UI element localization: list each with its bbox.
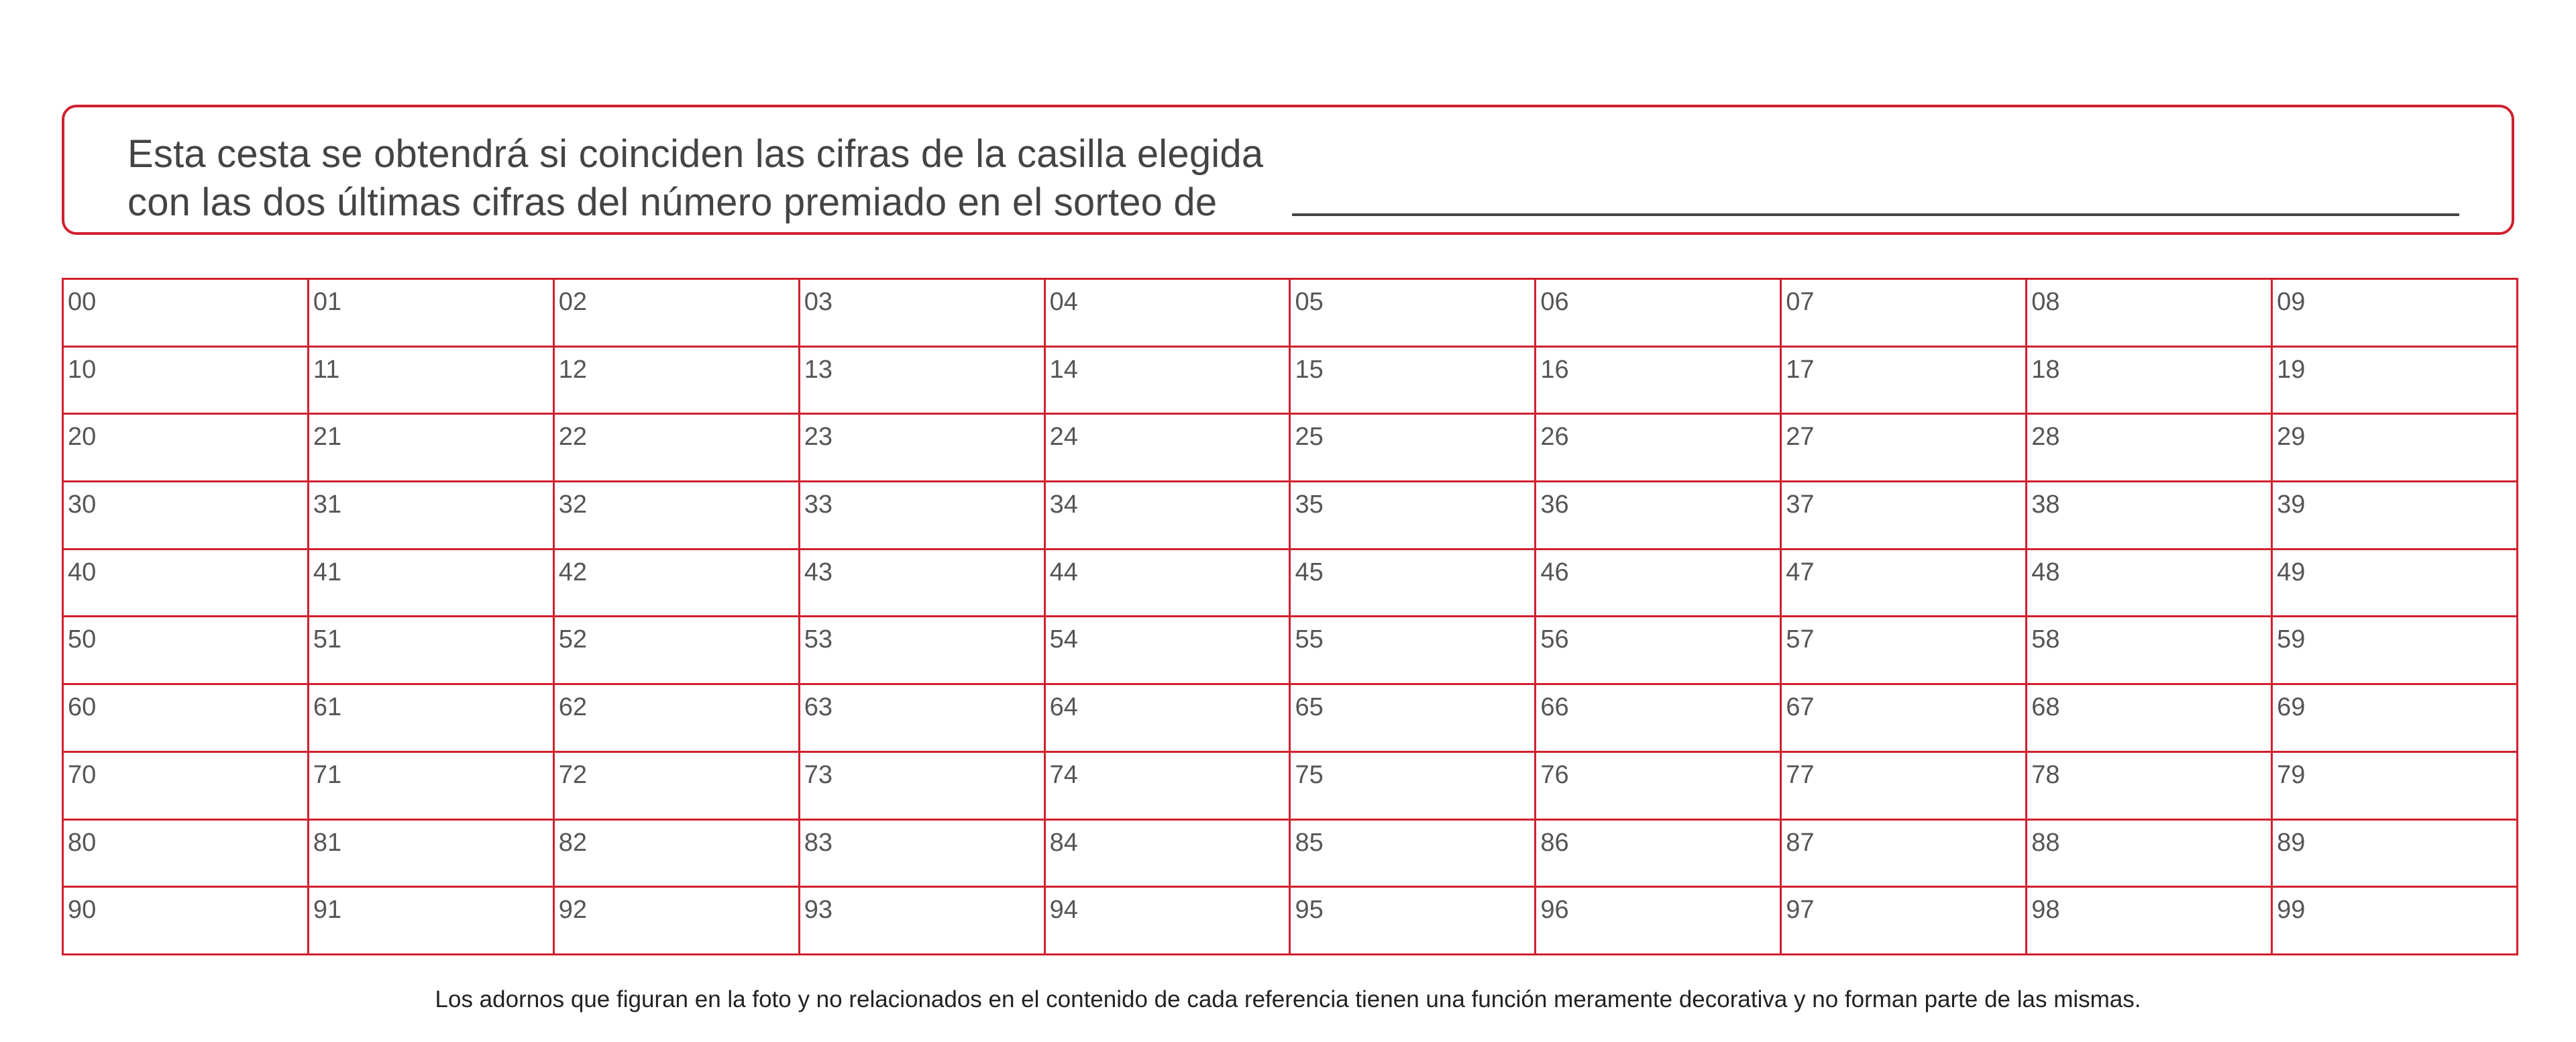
number-cell[interactable]	[555, 550, 800, 618]
number-cell[interactable]	[555, 280, 800, 348]
number-cell[interactable]	[1291, 821, 1536, 888]
number-cell[interactable]	[555, 617, 800, 685]
number-cell[interactable]	[800, 280, 1046, 348]
prize-info-line-1: Esta cesta se obtendrá si coinciden las cifras de la casilla elegida	[127, 132, 1264, 176]
number-cell[interactable]	[1046, 348, 1291, 415]
number-cell[interactable]	[2027, 685, 2273, 753]
number-cell-label: 14	[1049, 355, 1078, 384]
prize-info-box	[62, 105, 2514, 235]
number-cell[interactable]	[64, 888, 309, 955]
number-cell-label: 23	[804, 423, 833, 452]
number-cell[interactable]	[1291, 685, 1536, 753]
number-cell-label: 13	[804, 355, 833, 384]
number-cell[interactable]	[64, 482, 309, 550]
number-cell[interactable]	[64, 415, 309, 482]
number-cell[interactable]	[2273, 821, 2518, 888]
number-cell-label: 02	[558, 288, 588, 316]
number-cell-label: 40	[68, 558, 97, 586]
number-cell-label: 43	[804, 558, 833, 586]
number-cell[interactable]	[1046, 821, 1291, 888]
number-cell[interactable]	[555, 821, 800, 888]
number-cell[interactable]	[1046, 617, 1291, 685]
number-cell-label: 18	[2031, 355, 2060, 384]
number-cell-label: 01	[313, 288, 342, 316]
number-cell[interactable]	[309, 617, 555, 685]
number-cell[interactable]	[800, 550, 1046, 618]
number-cell[interactable]	[800, 348, 1046, 415]
number-cell-label: 09	[2277, 288, 2306, 316]
number-cell-label: 93	[804, 896, 833, 925]
number-cell[interactable]	[1291, 482, 1536, 550]
number-cell[interactable]	[1046, 280, 1291, 348]
number-cell[interactable]	[1536, 482, 1782, 550]
number-cell-label: 81	[313, 828, 342, 857]
number-cell[interactable]	[555, 888, 800, 955]
number-cell[interactable]	[2027, 280, 2273, 348]
number-cell[interactable]	[309, 415, 555, 482]
number-cell-label: 54	[1049, 625, 1078, 654]
number-cell-label: 29	[2277, 423, 2306, 452]
number-cell[interactable]	[1536, 753, 1782, 821]
number-cell[interactable]	[2027, 415, 2273, 482]
number-cell[interactable]	[1536, 348, 1782, 415]
number-cell-label: 71	[313, 760, 342, 789]
number-cell-label: 47	[1786, 558, 1815, 586]
number-cell[interactable]	[309, 685, 555, 753]
number-cell-label: 42	[558, 558, 588, 586]
number-cell-label: 10	[68, 355, 97, 384]
number-cell-label: 79	[2277, 760, 2306, 789]
number-cell-label: 45	[1295, 558, 1324, 586]
number-cell-label: 05	[1295, 288, 1324, 316]
number-cell-label: 86	[1540, 828, 1569, 857]
number-cell[interactable]	[1536, 280, 1782, 348]
number-cell[interactable]	[2027, 550, 2273, 618]
number-cell-label: 89	[2277, 828, 2306, 857]
number-cell[interactable]	[800, 821, 1046, 888]
number-cell-label: 52	[558, 625, 588, 654]
number-cell[interactable]	[1291, 280, 1536, 348]
number-cell-label: 46	[1540, 558, 1569, 586]
number-cell-label: 62	[558, 693, 588, 722]
number-cell-label: 64	[1049, 693, 1078, 722]
number-cell[interactable]	[64, 685, 309, 753]
number-cell-label: 03	[804, 288, 833, 316]
number-cell[interactable]	[1291, 753, 1536, 821]
number-cell-label: 27	[1786, 423, 1815, 452]
number-cell-label: 87	[1786, 828, 1815, 857]
number-cell-label: 08	[2031, 288, 2060, 316]
number-cell-label: 95	[1295, 896, 1324, 925]
number-cell-label: 82	[558, 828, 588, 857]
number-cell[interactable]	[1046, 888, 1291, 955]
number-cell[interactable]	[2027, 348, 2273, 415]
number-cell-label: 32	[558, 490, 588, 519]
number-cell-label: 55	[1295, 625, 1324, 654]
number-cell-label: 63	[804, 693, 833, 722]
prize-info-line-2: con las dos últimas cifras del número premiado en el sorteo de	[127, 180, 1218, 224]
number-cell[interactable]	[309, 888, 555, 955]
number-cell[interactable]	[1536, 415, 1782, 482]
number-cell[interactable]	[64, 348, 309, 415]
number-cell[interactable]	[1291, 888, 1536, 955]
number-cell[interactable]	[2273, 550, 2518, 618]
number-cell-label: 99	[2277, 896, 2306, 925]
number-cell[interactable]	[309, 348, 555, 415]
number-cell[interactable]	[2273, 280, 2518, 348]
number-cell-label: 80	[68, 828, 97, 857]
number-cell-label: 83	[804, 828, 833, 857]
number-cell-label: 21	[313, 423, 342, 452]
number-cell[interactable]	[309, 821, 555, 888]
number-cell[interactable]	[309, 550, 555, 618]
number-cell-label: 59	[2277, 625, 2306, 654]
number-cell[interactable]	[64, 617, 309, 685]
number-cell-label: 76	[1540, 760, 1569, 789]
number-cell-label: 70	[68, 760, 97, 789]
number-cell[interactable]	[1782, 348, 2027, 415]
number-cell[interactable]	[1782, 753, 2027, 821]
number-cell[interactable]	[2273, 888, 2518, 955]
number-cell-label: 66	[1540, 693, 1569, 722]
number-cell-label: 91	[313, 896, 342, 925]
number-cell[interactable]	[555, 348, 800, 415]
number-cell[interactable]	[2027, 617, 2273, 685]
number-cell-label: 77	[1786, 760, 1815, 789]
number-cell-label: 24	[1049, 423, 1078, 452]
number-cell-label: 00	[68, 288, 97, 316]
number-cell[interactable]	[309, 280, 555, 348]
number-cell-label: 44	[1049, 558, 1078, 586]
number-cell[interactable]	[800, 753, 1046, 821]
number-cell-label: 51	[313, 625, 342, 654]
number-cell-label: 78	[2031, 760, 2060, 789]
number-cell[interactable]	[555, 685, 800, 753]
number-cell[interactable]	[800, 482, 1046, 550]
number-cell-label: 20	[68, 423, 97, 452]
number-cell-label: 34	[1049, 490, 1078, 519]
number-cell-label: 57	[1786, 625, 1815, 654]
number-cell-label: 60	[68, 693, 97, 722]
number-cell[interactable]	[1782, 415, 2027, 482]
number-cell[interactable]	[800, 617, 1046, 685]
number-cell-label: 36	[1540, 490, 1569, 519]
number-cell[interactable]	[1782, 280, 2027, 348]
number-cell-label: 48	[2031, 558, 2060, 586]
number-cell[interactable]	[64, 280, 309, 348]
number-cell-label: 88	[2031, 828, 2060, 857]
footer-disclaimer: Los adornos que figuran en la foto y no relacionados en el contenido de cada referencia tienen una función meramente decorativa y no forman parte de las mismas.	[435, 986, 2141, 1012]
number-cell[interactable]	[1782, 550, 2027, 618]
number-cell-label: 16	[1540, 355, 1569, 384]
number-cell[interactable]	[1046, 415, 1291, 482]
number-cell-label: 61	[313, 693, 342, 722]
number-cell-label: 39	[2277, 490, 2306, 519]
number-cell[interactable]	[1536, 550, 1782, 618]
number-cell-label: 49	[2277, 558, 2306, 586]
number-cell[interactable]	[64, 550, 309, 618]
number-cell-label: 98	[2031, 896, 2060, 925]
number-cell[interactable]	[1536, 821, 1782, 888]
number-cell-label: 07	[1786, 288, 1815, 316]
number-cell[interactable]	[1536, 617, 1782, 685]
number-cell[interactable]	[1782, 482, 2027, 550]
number-cell-label: 85	[1295, 828, 1324, 857]
number-cell[interactable]	[1291, 550, 1536, 618]
number-cell-label: 31	[313, 490, 342, 519]
number-cell-label: 38	[2031, 490, 2060, 519]
number-cell-label: 04	[1049, 288, 1078, 316]
number-cell[interactable]	[1046, 753, 1291, 821]
number-cell-label: 58	[2031, 625, 2060, 654]
number-cell-label: 22	[558, 423, 588, 452]
prize-info-text	[127, 130, 1263, 227]
number-cell-label: 90	[68, 896, 97, 925]
number-cell-label: 35	[1295, 490, 1324, 519]
number-cell[interactable]	[309, 753, 555, 821]
number-cell[interactable]	[2027, 482, 2273, 550]
number-cell[interactable]	[1536, 888, 1782, 955]
number-cell[interactable]	[1782, 888, 2027, 955]
number-cell-label: 17	[1786, 355, 1815, 384]
number-cell-label: 15	[1295, 355, 1324, 384]
number-cell-label: 74	[1049, 760, 1078, 789]
number-cell[interactable]	[2273, 617, 2518, 685]
number-cell[interactable]	[2027, 888, 2273, 955]
number-cell-label: 56	[1540, 625, 1569, 654]
number-cell[interactable]	[2273, 685, 2518, 753]
number-cell-label: 19	[2277, 355, 2306, 384]
number-cell[interactable]	[1046, 685, 1291, 753]
number-cell[interactable]	[800, 685, 1046, 753]
number-cell-label: 06	[1540, 288, 1569, 316]
number-cell[interactable]	[1291, 348, 1536, 415]
number-cell-label: 12	[558, 355, 588, 384]
number-cell-label: 97	[1786, 896, 1815, 925]
number-cell-label: 28	[2031, 423, 2060, 452]
number-cell[interactable]	[2027, 821, 2273, 888]
number-cell[interactable]	[555, 482, 800, 550]
number-cell-label: 37	[1786, 490, 1815, 519]
number-cell[interactable]	[309, 482, 555, 550]
number-grid	[62, 278, 2518, 955]
number-cell[interactable]	[2027, 753, 2273, 821]
number-cell[interactable]	[1046, 550, 1291, 618]
number-cell-label: 30	[68, 490, 97, 519]
number-cell-label: 26	[1540, 423, 1569, 452]
number-cell[interactable]	[2273, 753, 2518, 821]
number-cell[interactable]	[555, 415, 800, 482]
number-cell-label: 94	[1049, 896, 1078, 925]
number-cell[interactable]	[800, 888, 1046, 955]
number-cell-label: 50	[68, 625, 97, 654]
number-cell[interactable]	[1046, 482, 1291, 550]
number-cell-label: 68	[2031, 693, 2060, 722]
number-cell[interactable]	[1782, 617, 2027, 685]
number-cell-label: 11	[313, 355, 340, 384]
number-cell-label: 73	[804, 760, 833, 789]
number-cell[interactable]	[1291, 415, 1536, 482]
number-cell[interactable]	[555, 753, 800, 821]
number-cell-label: 84	[1049, 828, 1078, 857]
number-cell[interactable]	[2273, 482, 2518, 550]
draw-date-blank-line[interactable]	[1292, 213, 2459, 216]
number-cell[interactable]	[2273, 415, 2518, 482]
number-cell-label: 41	[313, 558, 342, 586]
number-cell-label: 53	[804, 625, 833, 654]
number-cell[interactable]	[1782, 821, 2027, 888]
number-cell-label: 33	[804, 490, 833, 519]
number-cell[interactable]	[1782, 685, 2027, 753]
number-cell[interactable]	[64, 753, 309, 821]
number-cell-label: 67	[1786, 693, 1815, 722]
number-cell[interactable]	[1291, 617, 1536, 685]
number-cell-label: 25	[1295, 423, 1324, 452]
number-cell-label: 92	[558, 896, 588, 925]
number-cell[interactable]	[64, 821, 309, 888]
number-cell-label: 69	[2277, 693, 2306, 722]
number-cell[interactable]	[2273, 348, 2518, 415]
number-cell-label: 72	[558, 760, 588, 789]
number-cell[interactable]	[1536, 685, 1782, 753]
number-cell-label: 96	[1540, 896, 1569, 925]
number-cell[interactable]	[800, 415, 1046, 482]
number-cell-label: 75	[1295, 760, 1324, 789]
number-cell-label: 65	[1295, 693, 1324, 722]
